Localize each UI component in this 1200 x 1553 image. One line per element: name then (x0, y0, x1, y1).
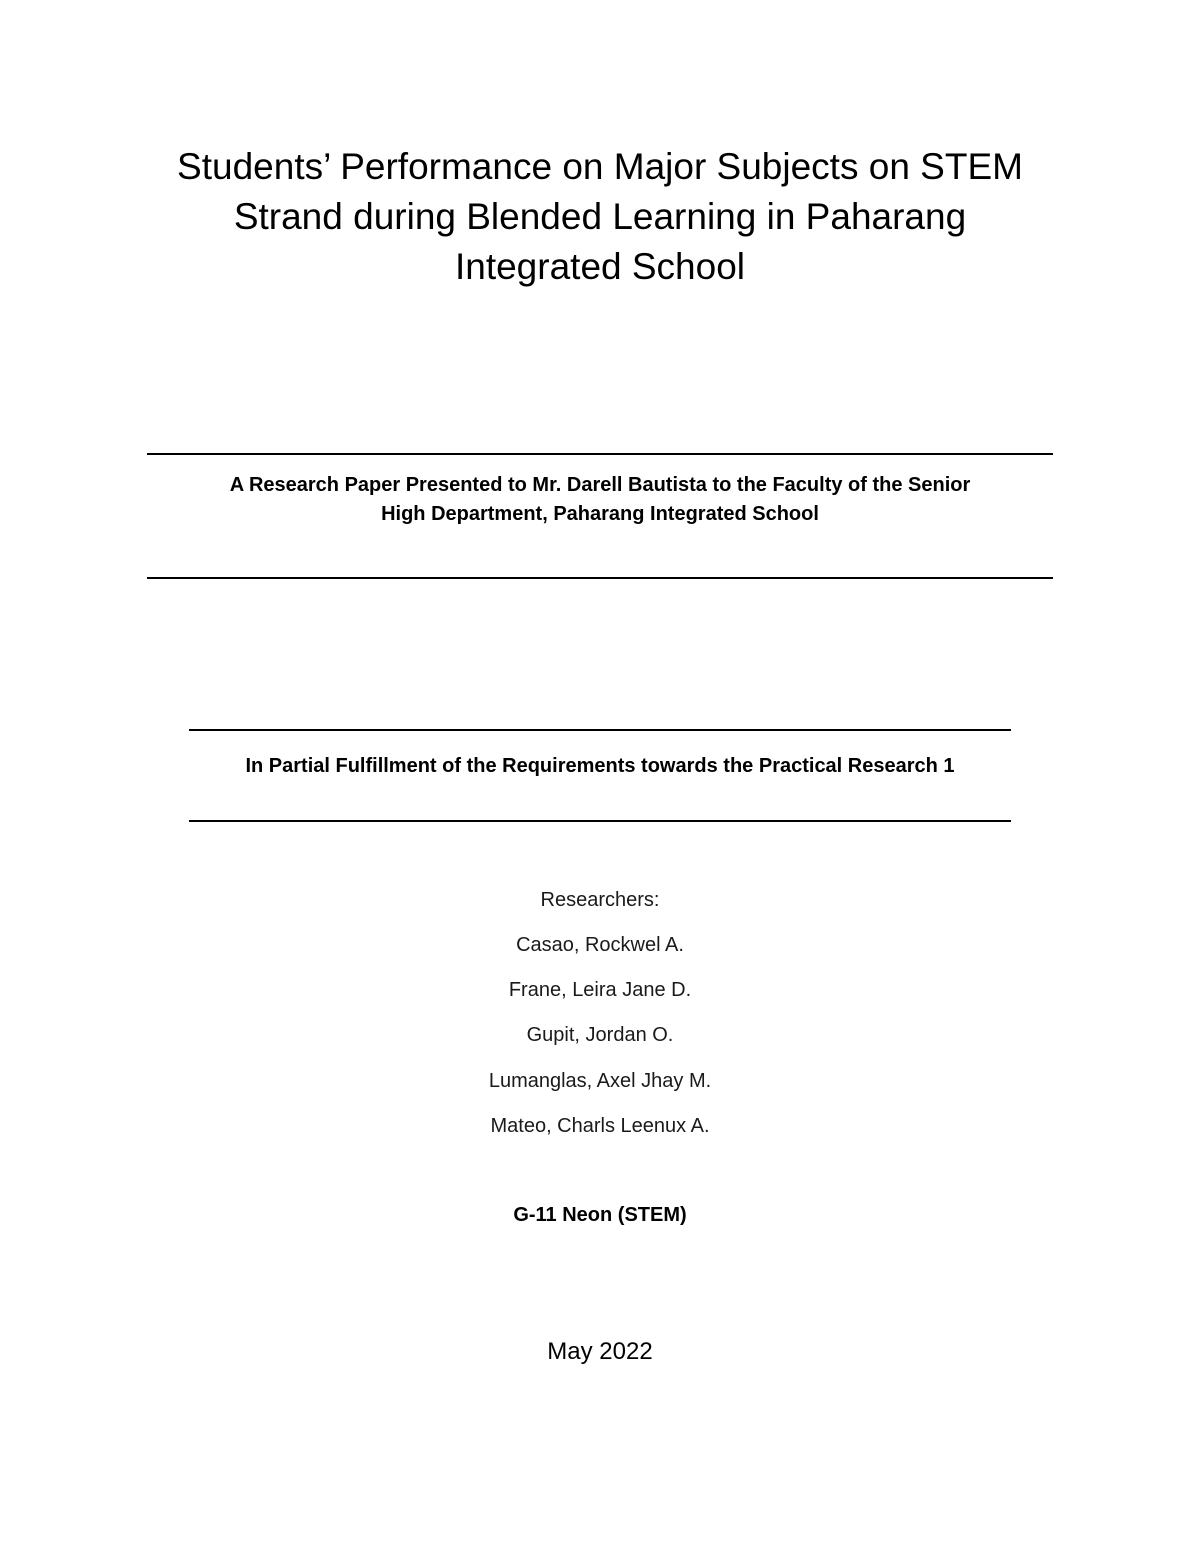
presentation-line: A Research Paper Presented to Mr. Darell Bautista to the Faculty of the Senior (229, 474, 971, 496)
divider-line (189, 729, 1011, 731)
researcher-name: Casao, Rockwel A. (516, 934, 684, 956)
class-section: G-11 Neon (STEM) (513, 1204, 687, 1226)
fulfillment-statement: In Partial Fulfillment of the Requirements towards the Practical Research 1 (245, 755, 955, 777)
title-line: Strand during Blended Learning in Paharang (233, 196, 967, 237)
researchers-label: Researchers: (540, 889, 660, 911)
presentation-line: High Department, Paharang Integrated School (381, 503, 819, 525)
presentation-statement (0, 471, 1200, 529)
researcher-name: Mateo, Charls Leenux A. (490, 1115, 710, 1137)
researcher-name: Frane, Leira Jane D. (508, 979, 692, 1001)
divider-line (189, 820, 1011, 822)
researcher-name: Lumanglas, Axel Jhay M. (488, 1070, 712, 1092)
divider-line (147, 577, 1053, 579)
researcher-name: Gupit, Jordan O. (526, 1024, 674, 1046)
document-title (0, 142, 1200, 292)
divider-line (147, 453, 1053, 455)
title-line: Students’ Performance on Major Subjects on STEM (177, 146, 1023, 187)
document-date: May 2022 (547, 1338, 653, 1365)
title-line: Integrated School (454, 246, 746, 287)
